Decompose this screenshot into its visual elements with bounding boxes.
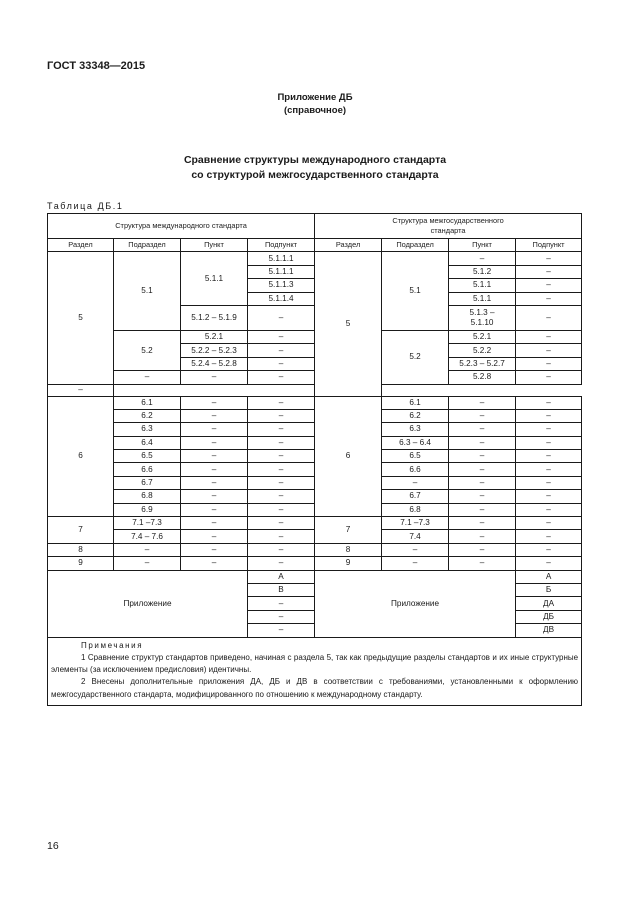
intl-appendix-label: Приложение xyxy=(48,570,248,637)
section-title-line2: со структурой межгосударственного стандарта xyxy=(191,169,439,181)
intl-subsection-cell: 6.1 xyxy=(114,396,181,409)
table-caption: Таблица ДБ.1 xyxy=(47,201,124,211)
interstate-subitem-cell: – xyxy=(516,305,582,330)
interstate-item-cell: – xyxy=(449,476,516,489)
intl-item-cell: – xyxy=(181,503,248,516)
interstate-item-cell: – xyxy=(449,503,516,516)
interstate-item-cell: 5.1.2 xyxy=(449,265,516,278)
intl-item-cell: 5.1.1 xyxy=(181,252,248,306)
interstate-item-cell: 5.1.3 – 5.1.10 xyxy=(449,305,516,330)
intl-item-cell: – xyxy=(181,371,248,384)
intl-item-cell: – xyxy=(181,396,248,409)
interstate-subsection-cell: 6.2 xyxy=(382,409,449,422)
intl-item-cell: – xyxy=(181,436,248,449)
intl-section-cell: 8 xyxy=(48,543,114,556)
intl-subsection-cell: 7.1 –7.3 xyxy=(114,517,181,530)
interstate-item-cell: 5.1.1 xyxy=(449,292,516,305)
intl-subitem-cell: – xyxy=(248,357,315,370)
intl-item-cell: – xyxy=(181,423,248,436)
intl-subsection-cell: 6.4 xyxy=(114,436,181,449)
interstate-item-cell: 5.1.1 xyxy=(449,279,516,292)
appendix-title: Приложение ДБ xyxy=(277,92,353,103)
interstate-subitem-cell: – xyxy=(516,436,582,449)
table-notes xyxy=(48,637,582,705)
interstate-subitem-cell: – xyxy=(516,503,582,516)
interstate-subitem-cell: – xyxy=(516,265,582,278)
intl-subitem-cell: – xyxy=(248,503,315,516)
intl-subsection-cell: 6.8 xyxy=(114,490,181,503)
intl-subitem-cell: – xyxy=(248,436,315,449)
interstate-item-cell: – xyxy=(449,517,516,530)
intl-item-cell: – xyxy=(181,530,248,543)
interstate-subsection-cell: 7.1 –7.3 xyxy=(382,517,449,530)
interstate-section-cell: 6 xyxy=(315,396,382,517)
interstate-appendix-cell: ДБ xyxy=(516,610,582,623)
intl-subitem-cell: 5.1.1.3 xyxy=(248,279,315,292)
intl-subitem-cell: – xyxy=(248,543,315,556)
interstate-item-cell: – xyxy=(449,450,516,463)
interstate-appendix-cell: А xyxy=(516,570,582,583)
intl-subsection-cell: – xyxy=(114,543,181,556)
interstate-subsection-cell: 7.4 xyxy=(382,530,449,543)
intl-appendix-cell: – xyxy=(248,610,315,623)
interstate-subitem-cell: – xyxy=(516,396,582,409)
interstate-item-cell: – xyxy=(449,490,516,503)
intl-item-cell: – xyxy=(181,557,248,570)
intl-subitem-cell: – xyxy=(248,344,315,357)
intl-subitem-cell: – xyxy=(248,330,315,343)
intl-appendix-cell: – xyxy=(248,597,315,610)
interstate-subsection-cell: 6.3 – 6.4 xyxy=(382,436,449,449)
note-1: 1 Сравнение структур стандартов приведено, начиная с раздела 5, так как предыдущие разделы стандартов и их иные структурные элементы (за исключением предисловия) идентичны. xyxy=(51,652,579,675)
intl-subitem-cell: 5.1.1.1 xyxy=(248,265,315,278)
interstate-section-cell: 7 xyxy=(315,517,382,544)
header-subsection: Подраздел xyxy=(382,239,449,252)
header-subitem: Подпункт xyxy=(248,239,315,252)
interstate-subitem-cell: – xyxy=(516,330,582,343)
intl-subsection-cell: 6.3 xyxy=(114,423,181,436)
intl-subitem-cell: – xyxy=(248,517,315,530)
interstate-subsection-cell: – xyxy=(382,543,449,556)
interstate-subsection-cell: – xyxy=(382,557,449,570)
intl-item-cell: – xyxy=(181,543,248,556)
interstate-subitem-cell: – xyxy=(516,557,582,570)
intl-subsection-cell: – xyxy=(114,557,181,570)
intl-subitem-cell: 5.1.1.4 xyxy=(248,292,315,305)
interstate-item-cell: 5.2.3 – 5.2.7 xyxy=(449,357,516,370)
interstate-appendix-cell: ДА xyxy=(516,597,582,610)
page-number: 16 xyxy=(47,840,59,852)
interstate-subsection-cell: 6.1 xyxy=(382,396,449,409)
intl-subsection-cell: 6.6 xyxy=(114,463,181,476)
intl-item-cell: 5.2.2 – 5.2.3 xyxy=(181,344,248,357)
interstate-section-cell: 5 xyxy=(315,252,382,396)
header-item: Пункт xyxy=(181,239,248,252)
intl-item-cell: – xyxy=(181,517,248,530)
note-2: 2 Внесены дополнительные приложения ДА, ДБ и ДВ в соответствии с требованиями, установленными к оформлению межгосударственного стандарта, модифицированного по отношению к международному стандарту. xyxy=(51,677,579,699)
intl-subsection-cell: 6.9 xyxy=(114,503,181,516)
interstate-subitem-cell: – xyxy=(516,292,582,305)
interstate-subitem-cell: – xyxy=(516,409,582,422)
interstate-item-cell: – xyxy=(449,423,516,436)
intl-subitem-cell: – xyxy=(248,490,315,503)
interstate-subsection-cell: 5.1 xyxy=(382,252,449,331)
intl-subsection-cell: 6.5 xyxy=(114,450,181,463)
intl-subitem-cell: – xyxy=(248,450,315,463)
intl-subitem-cell: – xyxy=(248,371,315,384)
intl-section-cell: 6 xyxy=(48,396,114,517)
interstate-item-cell: – xyxy=(449,409,516,422)
interstate-subsection-cell: 6.5 xyxy=(382,450,449,463)
interstate-subsection-cell: – xyxy=(382,476,449,489)
interstate-subitem-cell: – xyxy=(516,371,582,384)
comparison-table xyxy=(47,213,582,706)
header-subsection: Подраздел xyxy=(114,239,181,252)
interstate-appendix-cell: Б xyxy=(516,583,582,596)
interstate-section-cell: 8 xyxy=(315,543,382,556)
intl-subitem-cell: – xyxy=(248,409,315,422)
interstate-subitem-cell: – xyxy=(516,279,582,292)
notes-heading: Примечания xyxy=(81,640,144,650)
interstate-subitem-cell: – xyxy=(516,463,582,476)
appendix-subtitle: (справочное) xyxy=(283,105,347,116)
interstate-subsection-cell: 5.2 xyxy=(382,330,449,384)
interstate-item-cell: – xyxy=(449,530,516,543)
intl-subitem-cell: – xyxy=(248,305,315,330)
interstate-item-cell: 5.2.1 xyxy=(449,330,516,343)
interstate-item-cell: – xyxy=(449,436,516,449)
intl-subsection-cell: 5.2 xyxy=(114,330,181,370)
intl-subitem-cell: 5.1.1.1 xyxy=(248,252,315,265)
header-group-interstate: Структура межгосударственного стандарта xyxy=(315,214,582,239)
interstate-subsection-cell: 6.6 xyxy=(382,463,449,476)
intl-subsection-cell: 6.2 xyxy=(114,409,181,422)
interstate-subitem-cell: – xyxy=(516,517,582,530)
interstate-item-cell: – xyxy=(449,396,516,409)
intl-item-cell: 5.2.1 xyxy=(181,330,248,343)
intl-subsection-cell: – xyxy=(114,371,181,384)
interstate-appendix-cell: ДВ xyxy=(516,624,582,637)
interstate-subitem-cell: – xyxy=(516,344,582,357)
intl-item-cell: – xyxy=(181,463,248,476)
intl-subitem-cell: – xyxy=(248,476,315,489)
intl-appendix-cell: – xyxy=(248,624,315,637)
intl-appendix-cell: A xyxy=(248,570,315,583)
intl-appendix-cell: B xyxy=(248,583,315,596)
intl-subitem-cell: – xyxy=(248,423,315,436)
interstate-item-cell: – xyxy=(449,543,516,556)
interstate-subitem-cell: – xyxy=(516,490,582,503)
interstate-subitem-cell: – xyxy=(516,476,582,489)
intl-section-cell: 5 xyxy=(48,252,114,384)
interstate-item-cell: 5.2.8 xyxy=(449,371,516,384)
interstate-subitem-cell: – xyxy=(516,357,582,370)
interstate-subsection-cell: 6.8 xyxy=(382,503,449,516)
intl-item-cell: – xyxy=(181,409,248,422)
intl-subitem-cell: – xyxy=(248,530,315,543)
interstate-subitem-cell: – xyxy=(516,543,582,556)
header-subitem: Подпункт xyxy=(516,239,582,252)
intl-item-cell: – xyxy=(181,476,248,489)
intl-item-cell: – xyxy=(181,450,248,463)
intl-subitem-cell: – xyxy=(248,463,315,476)
intl-subsection-cell: 6.7 xyxy=(114,476,181,489)
interstate-item-cell: – xyxy=(449,252,516,265)
intl-item-cell: – xyxy=(181,490,248,503)
interstate-item-cell: – xyxy=(449,557,516,570)
intl-section-cell: 7 xyxy=(48,517,114,544)
header-section: Раздел xyxy=(315,239,382,252)
interstate-item-cell: 5.2.2 xyxy=(449,344,516,357)
section-title-line1: Сравнение структуры международного стандарта xyxy=(183,154,447,166)
intl-item-cell: 5.2.4 – 5.2.8 xyxy=(181,357,248,370)
interstate-subitem-cell: – xyxy=(516,423,582,436)
interstate-item-cell: – xyxy=(449,463,516,476)
intl-section-cell: – xyxy=(48,384,114,396)
interstate-appendix-label: Приложение xyxy=(315,570,516,637)
intl-item-cell: 5.1.2 – 5.1.9 xyxy=(181,305,248,330)
document-code: ГОСТ 33348—2015 xyxy=(47,60,146,72)
interstate-subitem-cell: – xyxy=(516,450,582,463)
intl-subsection-cell: 7.4 – 7.6 xyxy=(114,530,181,543)
intl-subsection-cell: 5.1 xyxy=(114,252,181,331)
interstate-subitem-cell: – xyxy=(516,252,582,265)
header-section: Раздел xyxy=(48,239,114,252)
interstate-subsection-cell: 6.3 xyxy=(382,423,449,436)
interstate-section-cell: 9 xyxy=(315,557,382,570)
interstate-subitem-cell: – xyxy=(516,530,582,543)
intl-subitem-cell: – xyxy=(248,557,315,570)
header-item: Пункт xyxy=(449,239,516,252)
intl-section-cell: 9 xyxy=(48,557,114,570)
intl-subitem-cell: – xyxy=(248,396,315,409)
interstate-subsection-cell: 6.7 xyxy=(382,490,449,503)
header-group-intl: Структура международного стандарта xyxy=(48,214,315,239)
